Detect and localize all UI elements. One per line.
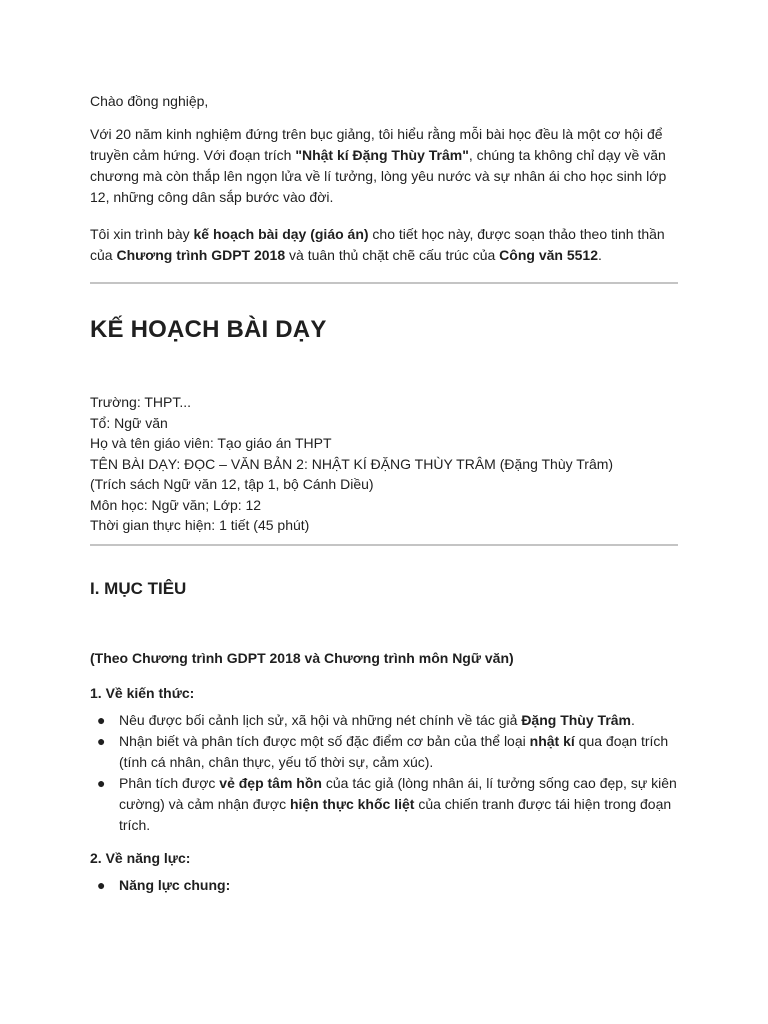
- info-duration: Thời gian thực hiện: 1 tiết (45 phút): [90, 517, 310, 533]
- knowledge-list: [90, 710, 680, 836]
- intro-p1-text-b: , chúng ta không chỉ dạy về văn chương mà còn thắp lên ngọn lửa về lí tưởng, lòng yêu nước và sự nhân ái cho học sinh lớp 12, những công dân sắp bước vào đời.: [90, 147, 667, 205]
- knowledge-1-bold: Đặng Thùy Trâm: [521, 712, 631, 728]
- info-group: Tổ: Ngữ văn: [90, 414, 168, 431]
- intro-p2-bold-2: Chương trình GDPT 2018: [116, 247, 286, 263]
- intro-p2-bold-3: Công văn 5512: [499, 247, 598, 263]
- knowledge-3-text-a: Phân tích được: [119, 775, 220, 791]
- intro-p1-bold: "Nhật kí Đặng Thùy Trâm": [295, 147, 469, 163]
- intro-p2-text-b: cho tiết học này, được soạn thảo theo tinh thần của: [90, 226, 665, 263]
- knowledge-2-text-a: Nhận biết và phân tích được một số đặc điểm cơ bản của thể loại: [119, 733, 530, 749]
- intro-p2-text-a: Tôi xin trình bày: [90, 226, 194, 242]
- list-item: [90, 710, 680, 731]
- knowledge-3-bold-1: vẻ đẹp tâm hồn: [219, 775, 322, 791]
- knowledge-2-bold: nhật kí: [529, 733, 575, 749]
- bullet-icon: ●: [97, 712, 106, 728]
- divider-1: [90, 282, 678, 284]
- knowledge-3-text-b: của tác giả (lòng nhân ái, lí tưởng sống cao đẹp, sự kiên cường) và cảm nhận được: [119, 775, 677, 812]
- intro-p2-text-d: .: [598, 247, 602, 263]
- section-heading-objectives: I. MỤC TIÊU: [90, 579, 187, 598]
- knowledge-3-text-c: của chiến tranh được tái hiện trong đoạn trích.: [119, 796, 672, 833]
- divider-2: [90, 544, 678, 546]
- bullet-icon: ●: [97, 775, 106, 791]
- ability-list: [90, 875, 680, 896]
- ability-heading: 2. Về năng lực:: [90, 850, 191, 866]
- info-school: Trường: THPT...: [90, 394, 192, 410]
- intro-p2-bold-1: kế hoạch bài dạy (giáo án): [193, 226, 369, 242]
- document-title: KẾ HOẠCH BÀI DẠY: [90, 316, 327, 343]
- knowledge-1-text-b: .: [631, 712, 635, 728]
- knowledge-heading: 1. Về kiến thức:: [90, 685, 195, 701]
- info-lesson-name: TÊN BÀI DẠY: ĐỌC – VĂN BẢN 2: NHẬT KÍ ĐẶNG THÙY TRÂM (Đặng Thùy Trâm): [90, 455, 614, 472]
- objectives-note: (Theo Chương trình GDPT 2018 và Chương trình môn Ngữ văn): [90, 650, 514, 666]
- list-item: [90, 875, 680, 896]
- lesson-info: [90, 392, 680, 536]
- info-subject: Môn học: Ngữ văn; Lớp: 12: [90, 496, 262, 513]
- knowledge-3-bold-2: hiện thực khốc liệt: [289, 796, 415, 812]
- list-item: [90, 773, 680, 836]
- intro-paragraph-1: [90, 124, 680, 208]
- bullet-icon: ●: [97, 877, 106, 893]
- info-source: (Trích sách Ngữ văn 12, tập 1, bộ Cánh Diều): [90, 476, 374, 492]
- intro-p1-text-a: Với 20 năm kinh nghiệm đứng trên bục giảng, tôi hiểu rằng mỗi bài học đều là một cơ hội để truyền cảm hứng. Với đoạn trích: [90, 126, 663, 163]
- knowledge-1-text-a: Nêu được bối cảnh lịch sử, xã hội và những nét chính về tác giả: [119, 712, 522, 728]
- ability-1-bold: Năng lực chung:: [119, 877, 231, 893]
- list-item: [90, 731, 680, 773]
- intro-paragraph-2: [90, 224, 680, 266]
- knowledge-2-text-b: qua đoạn trích (tính cá nhân, chân thực, yếu tố thời sự, cảm xúc).: [119, 733, 669, 770]
- info-teacher: Họ và tên giáo viên: Tạo giáo án THPT: [90, 435, 332, 451]
- bullet-icon: ●: [97, 733, 106, 749]
- intro-p2-text-c: và tuân thủ chặt chẽ cấu trúc của: [285, 247, 500, 263]
- greeting: Chào đồng nghiệp,: [90, 93, 209, 109]
